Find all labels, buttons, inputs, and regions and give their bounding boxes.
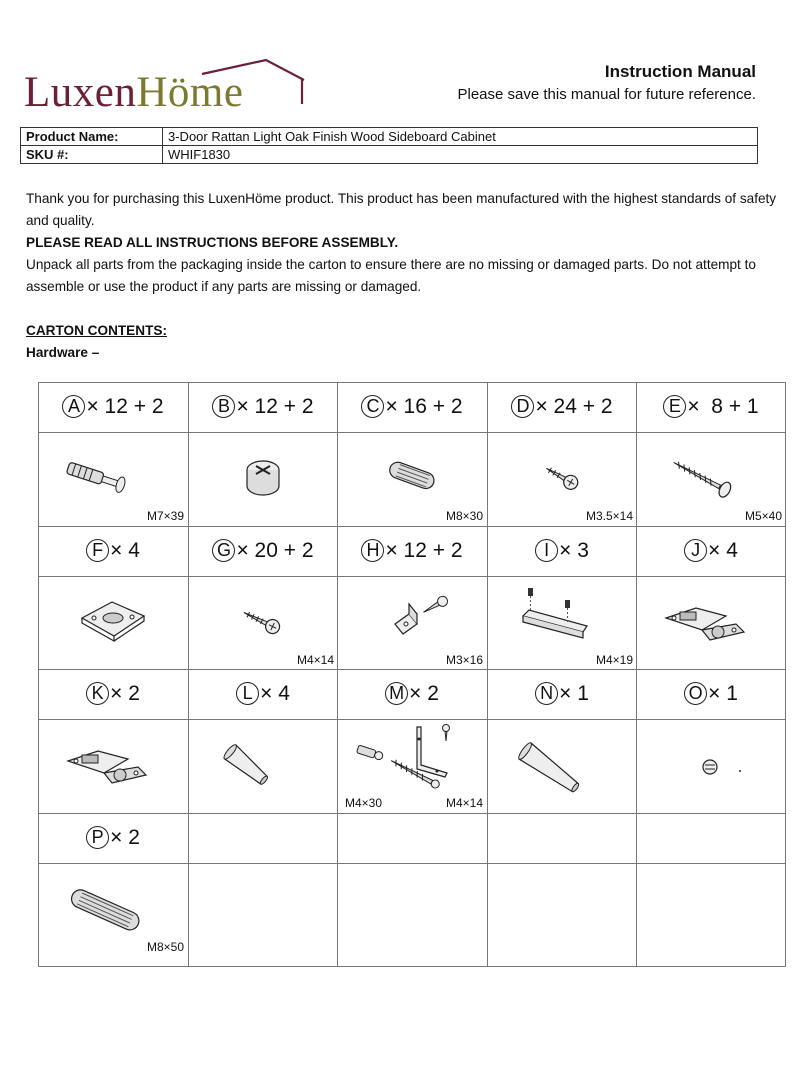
part-header <box>188 669 338 718</box>
part-letter: E <box>663 395 686 418</box>
part-letter: K <box>86 682 109 705</box>
part-size: M4×14 <box>296 653 334 667</box>
part-quantity: × 24 + 2 <box>535 394 613 418</box>
part-letter: A <box>62 395 85 418</box>
part-header <box>636 382 786 431</box>
part-letter: I <box>535 539 558 562</box>
part-d <box>487 382 637 526</box>
part-illustration <box>487 432 637 526</box>
logo-text-part1: Luxen <box>24 69 137 116</box>
unpack-paragraph: Unpack all parts from the packaging inside the carton to ensure there are no missing or damaged parts. Do not attempt to assemble or use the product if any parts are missing or damaged. <box>26 257 756 294</box>
part-h <box>337 526 487 670</box>
part-quantity: × 2 <box>110 825 140 849</box>
read-instructions-notice: PLEASE READ ALL INSTRUCTIONS BEFORE ASSEMBLY. <box>26 235 399 250</box>
part-j <box>636 526 786 670</box>
part-quantity: × 1 <box>559 681 589 705</box>
part-quantity: × 4 <box>110 538 140 562</box>
part-b <box>188 382 338 526</box>
hardware-heading: Hardware – <box>26 345 100 360</box>
brand-logo <box>24 58 294 114</box>
part-illustration <box>337 432 487 526</box>
part-letter: P <box>86 826 109 849</box>
part-quantity: × 2 <box>409 681 439 705</box>
part-e <box>636 382 786 526</box>
part-quantity: × 1 <box>708 681 738 705</box>
part-c <box>337 382 487 526</box>
part-illustration <box>38 719 188 813</box>
part-illustration <box>337 719 487 813</box>
part-header <box>636 526 786 575</box>
long-leg-icon <box>487 719 637 813</box>
sku-label: SKU #: <box>21 146 163 164</box>
part-quantity: × 3 <box>559 538 589 562</box>
part-o <box>636 669 786 813</box>
part-letter: N <box>535 682 558 705</box>
part-letter: F <box>86 539 109 562</box>
logo-text <box>24 68 243 117</box>
part-letter: B <box>212 395 235 418</box>
part-illustration <box>38 576 188 670</box>
part-size: M8×30 <box>445 509 483 523</box>
cam-lock-icon <box>188 432 338 526</box>
part-header <box>337 382 487 431</box>
part-header <box>487 526 637 575</box>
part-g <box>188 526 338 670</box>
part-size-left: M4×30 <box>345 796 383 810</box>
part-letter: C <box>361 395 384 418</box>
part-k <box>38 669 188 813</box>
mounting-plate-icon <box>38 576 188 670</box>
part-illustration <box>38 863 188 957</box>
part-letter: D <box>511 395 534 418</box>
part-f <box>38 526 188 670</box>
part-n <box>487 669 637 813</box>
part-i <box>487 526 637 670</box>
part-m <box>337 669 487 813</box>
part-size: M8×50 <box>146 940 184 954</box>
product-name-value: 3-Door Rattan Light Oak Finish Wood Sideboard Cabinet <box>163 128 758 146</box>
thanks-paragraph: Thank you for purchasing this LuxenHöme product. This product has been manufactured with the highest standards of safety and quality. <box>26 191 777 228</box>
manual-title: Instruction Manual <box>604 62 756 81</box>
part-header <box>38 669 188 718</box>
part-header <box>38 526 188 575</box>
part-size: M3.5×14 <box>585 509 633 523</box>
part-quantity: × 2 <box>110 681 140 705</box>
product-info-table <box>20 127 758 164</box>
grid-line <box>38 966 786 967</box>
logo-text-part2: Höme <box>136 69 244 116</box>
part-quantity: × 4 <box>260 681 290 705</box>
part-illustration <box>38 432 188 526</box>
part-header <box>487 382 637 431</box>
part-letter: G <box>212 539 235 562</box>
part-header <box>487 669 637 718</box>
part-illustration <box>636 432 786 526</box>
part-size-right: M4×14 <box>445 796 483 810</box>
part-size: M7×39 <box>146 509 184 523</box>
part-quantity: × 16 + 2 <box>385 394 463 418</box>
part-illustration <box>188 432 338 526</box>
part-size: M4×19 <box>595 653 633 667</box>
part-illustration <box>188 719 338 813</box>
part-header <box>188 526 338 575</box>
part-illustration <box>487 576 637 670</box>
part-header <box>38 813 188 862</box>
part-header <box>188 382 338 431</box>
part-letter: O <box>684 682 707 705</box>
part-illustration <box>636 719 786 813</box>
part-letter: L <box>236 682 259 705</box>
part-quantity: × 12 + 2 <box>385 538 463 562</box>
part-illustration <box>188 576 338 670</box>
part-quantity: × 12 + 2 <box>236 394 314 418</box>
part-l <box>188 669 338 813</box>
part-letter: J <box>684 539 707 562</box>
part-letter: M <box>385 682 408 705</box>
part-header <box>337 669 487 718</box>
product-name-row <box>21 128 758 146</box>
sku-row <box>21 146 758 164</box>
part-p <box>38 813 188 957</box>
part-illustration <box>636 576 786 670</box>
part-quantity: × 8 + 1 <box>687 394 759 418</box>
part-quantity: × 20 + 2 <box>236 538 314 562</box>
part-quantity: × 4 <box>708 538 738 562</box>
hardware-grid <box>38 382 786 966</box>
part-header <box>38 382 188 431</box>
part-header <box>337 526 487 575</box>
carton-contents-heading: CARTON CONTENTS: <box>26 323 167 338</box>
part-a <box>38 382 188 526</box>
short-leg-icon <box>188 719 338 813</box>
cabinet-hinge-icon <box>38 719 188 813</box>
sku-value: WHIF1830 <box>163 146 758 164</box>
part-size: M5×40 <box>744 509 782 523</box>
part-size: M3×16 <box>445 653 483 667</box>
manual-subtitle: Please save this manual for future reference. <box>457 86 756 103</box>
part-header <box>636 669 786 718</box>
part-illustration <box>487 719 637 813</box>
part-quantity: × 12 + 2 <box>86 394 164 418</box>
product-name-label: Product Name: <box>21 128 163 146</box>
screw-cap-icon <box>636 719 786 813</box>
part-illustration <box>337 576 487 670</box>
part-letter: H <box>361 539 384 562</box>
cabinet-hinge-icon <box>636 576 786 670</box>
